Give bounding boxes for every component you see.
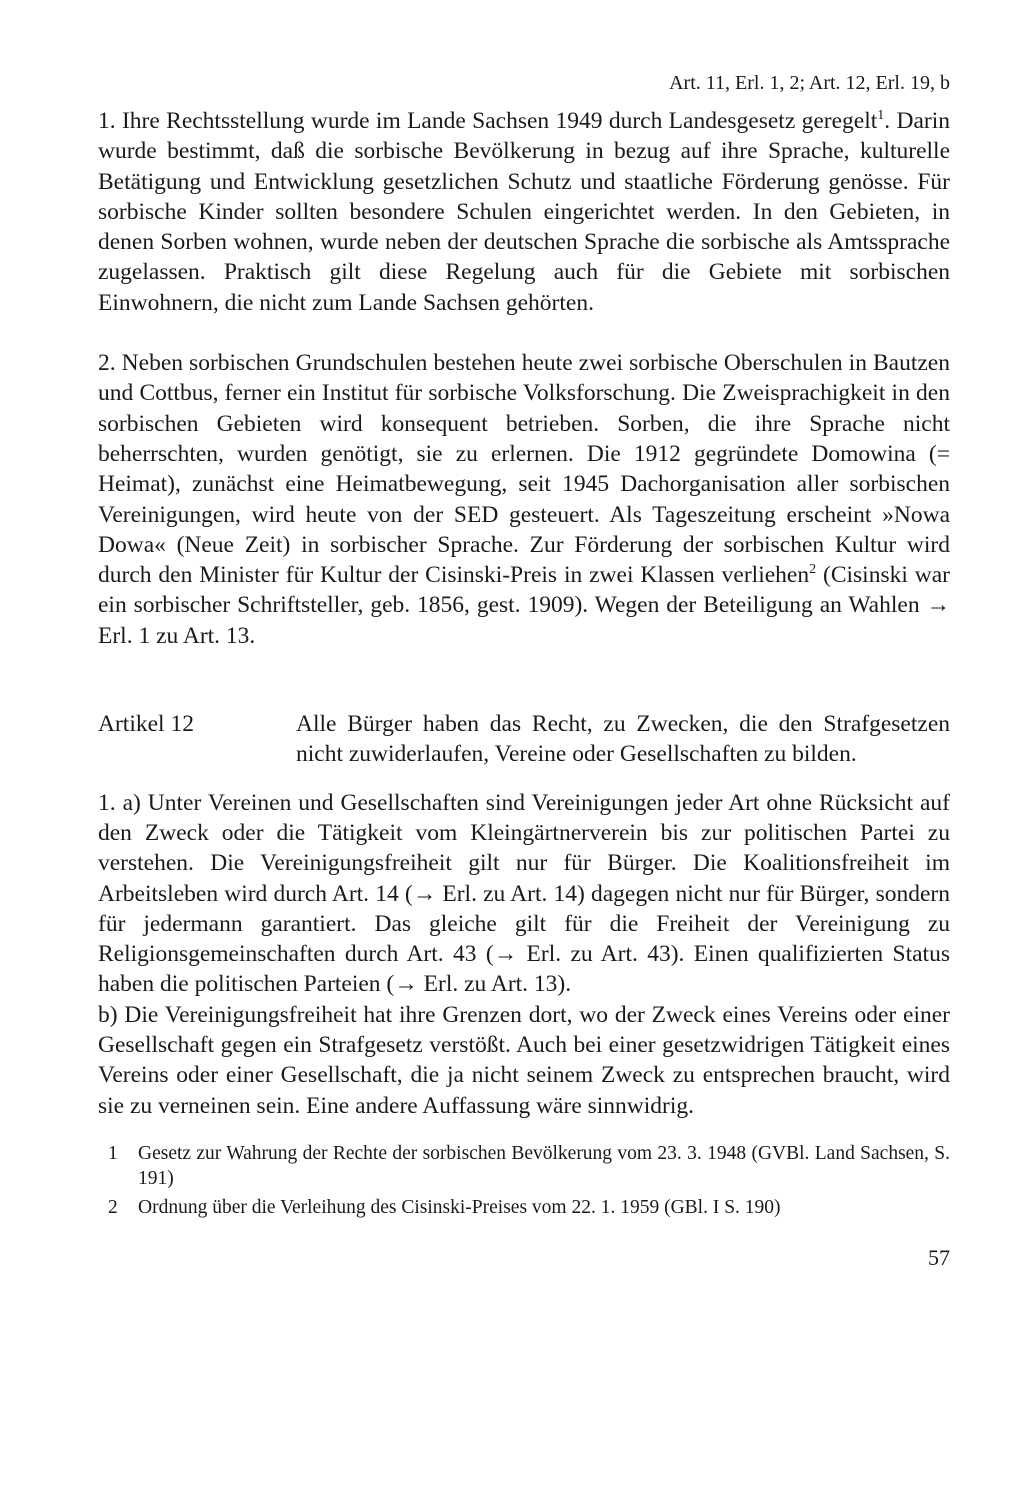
footnote-text: Ordnung über die Verleihung des Cisinski-Preises vom 22. 1. 1959 (GBl. I S. 190): [138, 1196, 781, 1218]
art11-erl1-text-start: 1. Ihre Rechtsstellung wurde im Lande Sachsen 1949 durch Landesgesetz geregelt: [98, 108, 878, 134]
article-12-block: [98, 709, 950, 770]
art12-erl1b-paragraph: b) Die Vereinigungsfreiheit hat ihre Grenzen dort, wo der Zweck eines Vereins oder einer Gesellschaft gegen ein Strafgesetz verstößt. Auch bei einer gesetzwidrigen Tätigkeit eines Vereins oder einer Gesellschaft, die ja nicht seinem Zweck zu entsprechen braucht, wird sie zu verneinen sein. Eine andere Auffassung wäre sinnwidrig.: [98, 1001, 950, 1119]
footnote-2: [98, 1195, 950, 1220]
art11-erl2-text-start: 2. Neben sorbischen Grundschulen bestehen heute zwei sorbische Oberschulen in Bautzen und Cottbus, ferner ein Institut für sorbische Volksforschung. Die Zweisprachigkeit in den sorbischen Gebieten wird konsequent betrieben. Sorben, die ihre Sprache nicht beherrschten, wurden genötigt, sie zu erlernen. Die 1912 gegründete Domowina (= Heimat), zunächst eine Heimatbewegung, seit 1945 Dachorganisation aller sorbischen Vereinigungen, wird heute von der SED gesteuert. Als Tageszeitung erscheint »Nowa Dowa« (Neue Zeit) in sorbischer Sprache. Zur Förderung der sorbischen Kultur wird durch den Minister für Kultur der Cisinski-Preis in zwei Klassen verliehen: [98, 350, 950, 589]
footnote-1: [98, 1141, 950, 1191]
art11-erl2-text-end: (Cisinski war ein sorbischer Schriftsteller, geb. 1856, gest. 1909). Wegen der Beteiligung an Wahlen → Erl. 1 zu Art. 13.: [98, 562, 950, 649]
art11-erl1-text-end: . Darin wurde bestimmt, daß die sorbische Bevölkerung in bezug auf ihre Sprache, kulturelle Betätigung und Entwicklung gesetzlichen Schutz und staatliche Förderung genösse. Für sorbische Kinder sollten besondere Schulen eingerichtet werden. In den Gebieten, in denen Sorben wohnen, wurde neben der deutschen Sprache die sorbische als Amtssprache zugelassen. Praktisch gilt diese Regelung auch für die Gebiete mit sorbischen Einwohnern, die nicht zum Lande Sachsen gehörten.: [98, 108, 951, 316]
article-12-text: Alle Bürger haben das Recht, zu Zwecken, die den Strafgesetzen nicht zuwiderlaufen, Vereine oder Gesellschaften zu bilden.: [296, 711, 950, 768]
art11-erl1-paragraph: [98, 106, 950, 318]
article-12-label: Artikel 12: [98, 711, 194, 738]
page-number: 57: [928, 1244, 950, 1270]
footnote-text: Gesetz zur Wahrung der Rechte der sorbischen Bevölkerung vom 23. 3. 1948 (GVBl. Land Sachsen, S. 191): [138, 1142, 950, 1189]
art12-erl1a-paragraph: 1. a) Unter Vereinen und Gesellschaften sind Vereinigungen jeder Art ohne Rücksicht auf den Zweck oder die Tätigkeit vom Kleingärtnerverein bis zur politischen Partei zu verstehen. Die Vereinigungsfreiheit gilt nur für Bürger. Die Koalitionsfreiheit im Arbeitsleben wird durch Art. 14 (→ Erl. zu Art. 14) dagegen nicht nur für Bürger, sondern für jedermann garantiert. Das gleiche gilt für die Freiheit der Vereinigung zu Religionsgemeinschaften durch Art. 43 (→ Erl. zu Art. 43). Einen qualifizierten Status haben die politischen Parteien (→ Erl. zu Art. 13).: [98, 789, 950, 998]
footnote-number: 2: [108, 1196, 118, 1218]
footnote-number: 1: [108, 1142, 118, 1164]
running-head: Art. 11, Erl. 1, 2; Art. 12, Erl. 19, b: [669, 72, 950, 94]
footnote-ref-2: 2: [809, 562, 817, 578]
footnote-ref-1: 1: [877, 108, 885, 123]
document-page: [98, 70, 950, 1272]
art11-erl2-paragraph: [98, 348, 950, 651]
footnotes: [98, 1141, 950, 1220]
